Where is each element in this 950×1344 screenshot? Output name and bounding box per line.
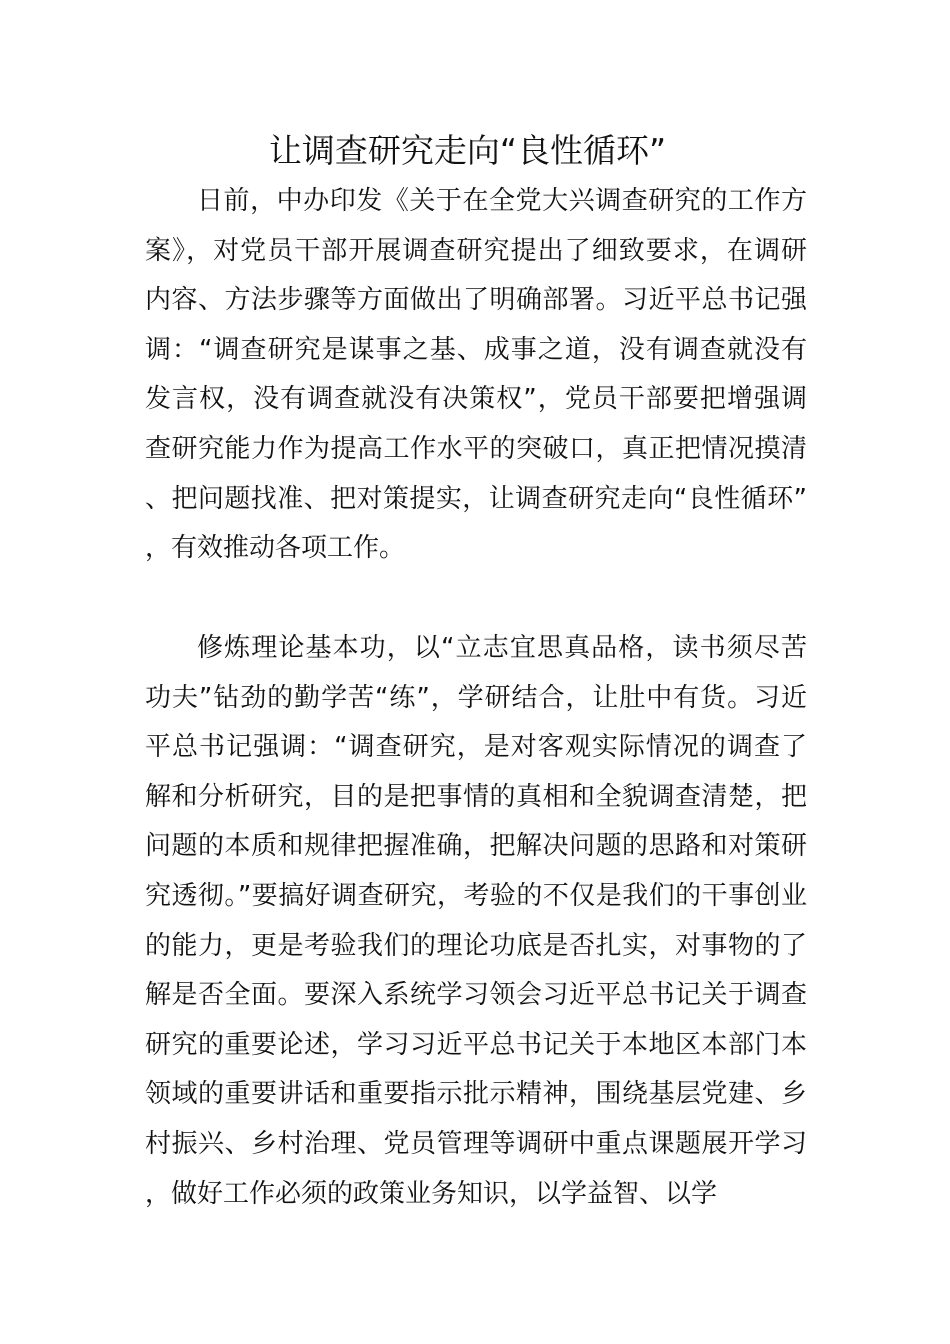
paragraph-theory-practice: 修炼理论基本功，以“立志宜思真品格，读书须尽苦功夫”钻劲的勤学苦“练”，学研结合，让肚中有货。习近平总书记强调：“调查研究，是对客观实际情况的调查了解和分析研究，目的是把事情的真相和全貌调查清楚，把问题的本质和规律把握准确，把解决问题的思路和对策研究透彻。”要搞好调查研究，考验的不仅是我们的干事创业的能力，更是考验我们的理论功底是否扎实，对事物的了解是否全面。要深入系统学习领会习近平总书记关于调查研究的重要论述，学习习近平总书记关于本地区本部门本领域的重要讲话和重要指示批示精神，围绕基层党建、乡村振兴、乡村治理、党员管理等调研中重点课题展开学习，做好工作必须的政策业务知识，以学益智、以学 <box>145 633 807 1209</box>
document-title: 让调查研究走向“良性循环” <box>268 131 667 170</box>
paragraph-intro: 日前，中办印发《关于在全党大兴调查研究的工作方案》，对党员干部开展调查研究提出了细致要求，在调研内容、方法步骤等方面做出了明确部署。习近平总书记强调：“调查研究是谋事之基、成事之道，没有调查就没有发言权，没有调查就没有决策权”，党员干部要把增强调查研究能力作为提高工作水平的突破口，真正把情况摸清、把问题找准、把对策提实，让调查研究走向“良性循环”，有效推动各项工作。 <box>145 186 807 564</box>
